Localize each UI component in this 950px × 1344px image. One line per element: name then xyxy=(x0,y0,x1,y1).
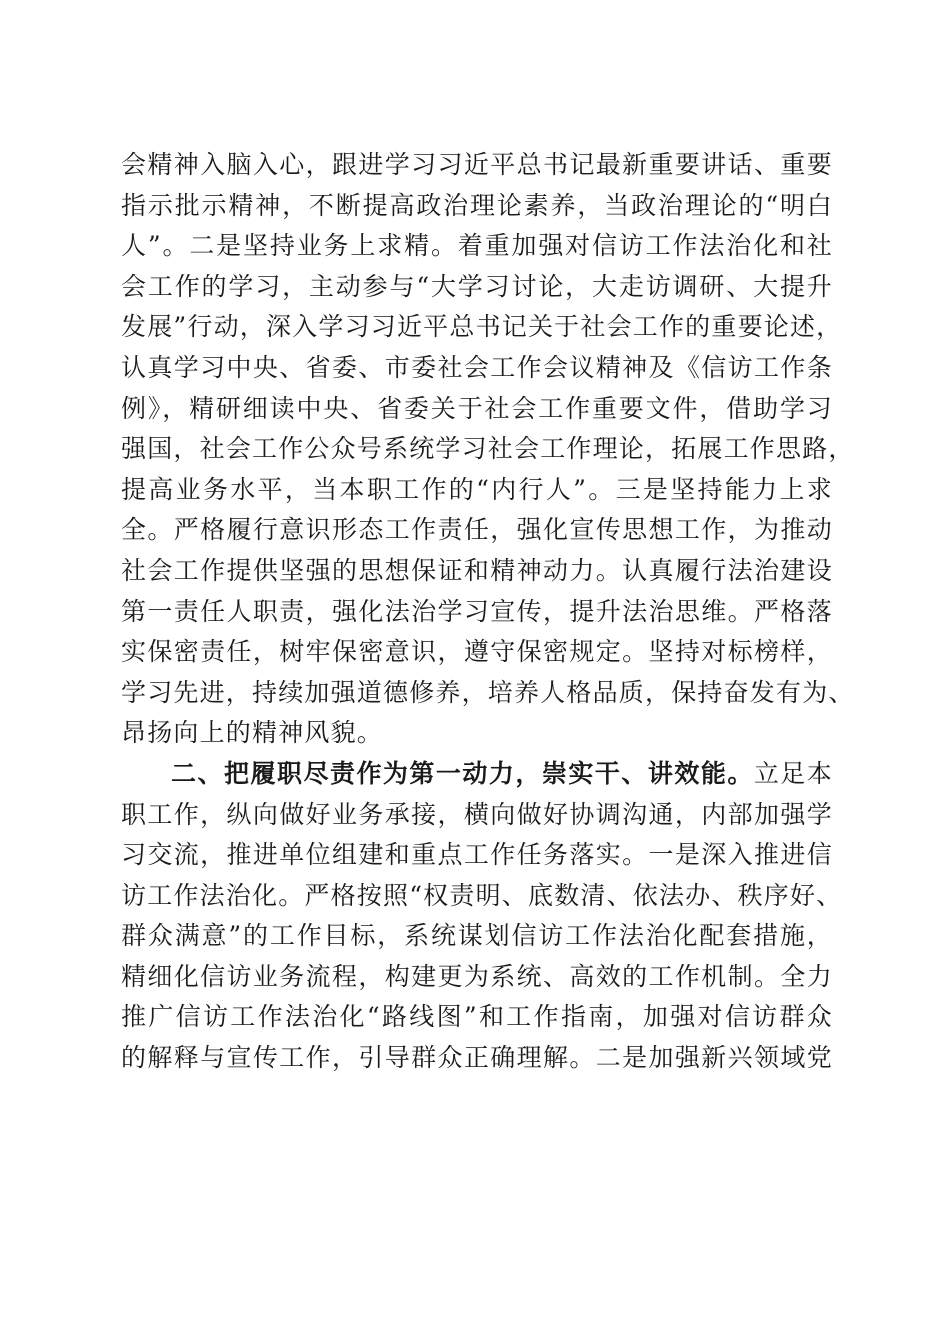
text-line: 指示批示精神，不断提高政治理论素养，当政治理论的“明白 xyxy=(121,190,833,220)
text-line: 提高业务水平，当本职工作的“内行人”。三是坚持能力上求 xyxy=(121,474,833,504)
text-line: 社会工作提供坚强的思想保证和精神动力。认真履行法治建设 xyxy=(121,555,833,585)
text-line: 强国，社会工作公众号系统学习社会工作理论，拓展工作思路， xyxy=(121,434,855,464)
text-line: 学习先进，持续加强道德修养，培养人格品质，保持奋发有为、 xyxy=(121,677,855,707)
text-line: 人”。二是坚持业务上求精。着重加强对信访工作法治化和社 xyxy=(121,231,833,261)
text-line: 群众满意”的工作目标，系统谋划信访工作法治化配套措施， xyxy=(121,921,833,951)
text-line: 发展”行动，深入学习习近平总书记关于社会工作的重要论述， xyxy=(121,312,843,342)
text-line: 全。严格履行意识形态工作责任，强化宣传思想工作，为推动 xyxy=(121,515,833,545)
section-heading: 二、把履职尽责作为第一动力，崇实干、讲效能。 xyxy=(171,758,754,788)
text-line: 访工作法治化。严格按照“权责明、底数清、依法办、秩序好、 xyxy=(121,880,843,910)
paragraph-2 xyxy=(121,754,843,1079)
text-line: 第一责任人职责，强化法治学习宣传，提升法治思维。严格落 xyxy=(121,596,833,626)
text-line: 昂扬向上的精神风貌。 xyxy=(121,718,384,748)
body-text xyxy=(121,145,855,1079)
text-line: 认真学习中央、省委、市委社会工作会议精神及《信访工作条 xyxy=(121,352,833,382)
text-line: 的解释与宣传工作，引导群众正确理解。二是加强新兴领域党 xyxy=(121,1043,833,1073)
text-line: 推广信访工作法治化“路线图”和工作指南，加强对信访群众 xyxy=(121,1002,833,1032)
text-line: 会精神入脑入心，跟进学习习近平总书记最新重要讲话、重要 xyxy=(121,150,833,179)
text-line: 实保密责任，树牢保密意识，遵守保密规定。坚持对标榜样， xyxy=(121,637,833,667)
paragraph-1 xyxy=(121,145,855,754)
text-line: 例》，精研细读中央、省委关于社会工作重要文件，借助学习 xyxy=(121,393,833,423)
text-line: 习交流，推进单位组建和重点工作任务落实。一是深入推进信 xyxy=(121,840,833,870)
text-line-fragment: 立足本 xyxy=(753,758,833,788)
text-line: 精细化信访业务流程，构建更为系统、高效的工作机制。全力 xyxy=(121,961,833,991)
paragraph-2-first-line xyxy=(121,754,833,795)
text-line: 职工作，纵向做好业务承接，横向做好协调沟通，内部加强学 xyxy=(121,799,833,829)
text-line: 会工作的学习，主动参与“大学习讨论，大走访调研、大提升 xyxy=(121,271,833,301)
